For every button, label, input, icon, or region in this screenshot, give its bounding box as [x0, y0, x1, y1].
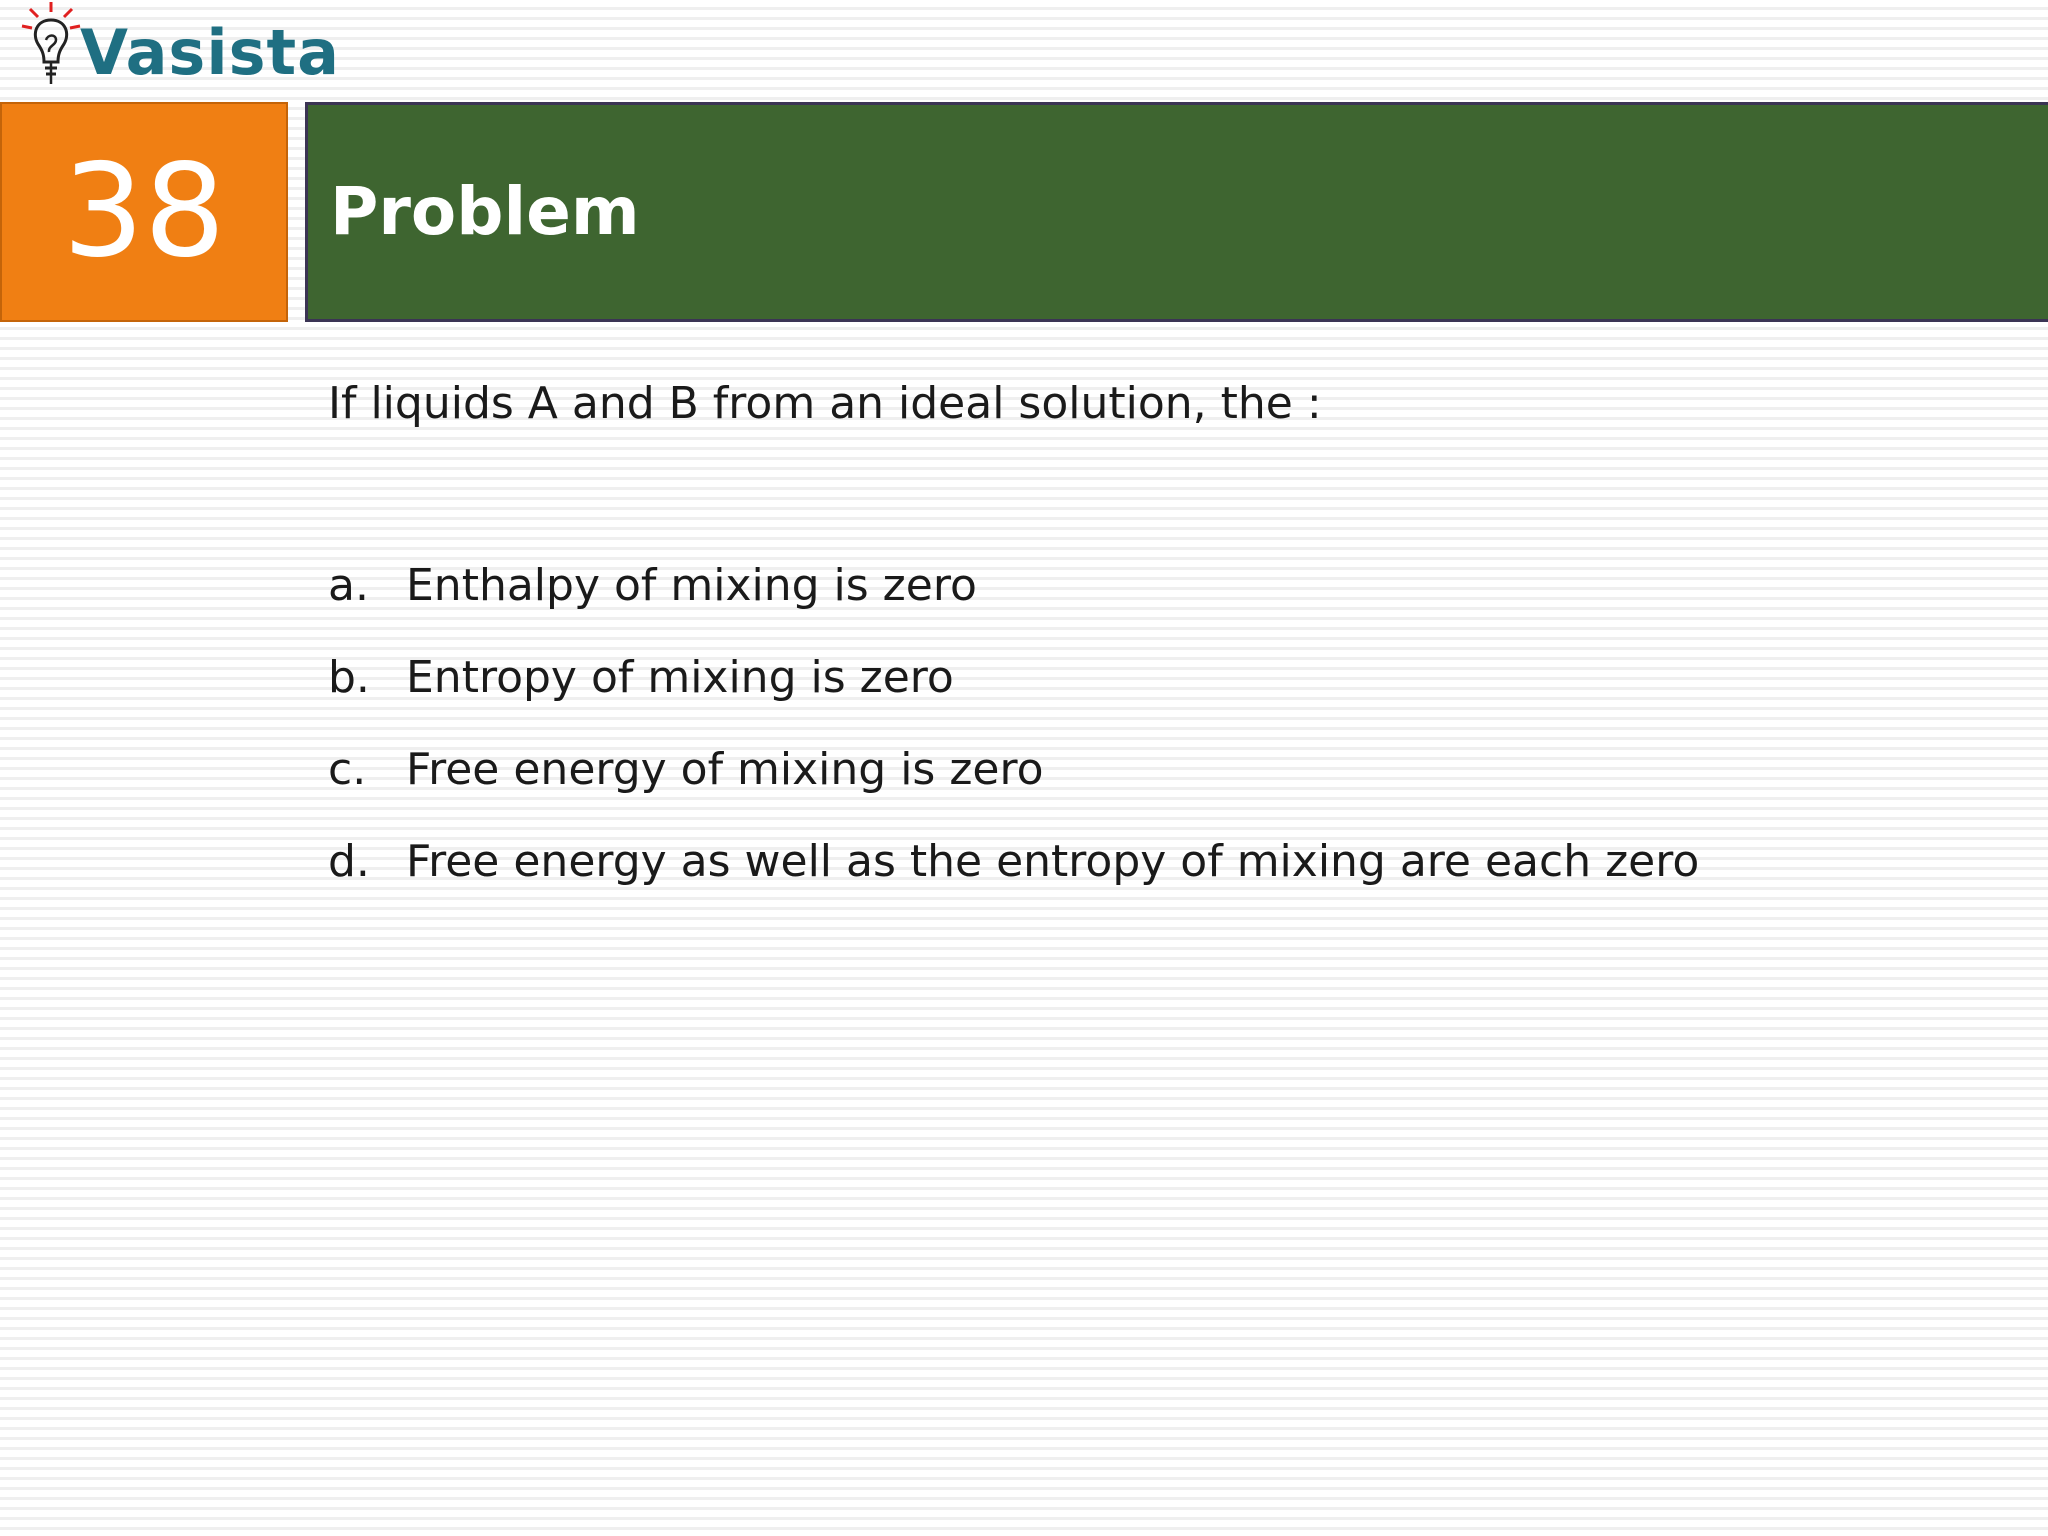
option-marker: d. [328, 836, 370, 887]
option-text: Free energy of mixing is zero [406, 744, 1044, 795]
logo-text: Vasista [80, 16, 340, 89]
slide-number: 38 [62, 137, 226, 286]
option-b [328, 652, 1699, 744]
option-marker: a. [328, 560, 369, 611]
slide-title: Problem [330, 173, 640, 250]
option-text: Enthalpy of mixing is zero [406, 560, 977, 611]
option-marker: c. [328, 744, 367, 795]
option-marker: b. [328, 652, 370, 703]
option-a [328, 560, 1699, 652]
option-text: Entropy of mixing is zero [406, 652, 954, 703]
lightbulb-icon [18, 0, 88, 95]
slide-number-box [0, 102, 288, 322]
vasista-logo [18, 0, 340, 100]
answer-options [328, 560, 1699, 928]
title-bar [305, 102, 2048, 322]
option-d [328, 836, 1699, 928]
option-c [328, 744, 1699, 836]
option-text: Free energy as well as the entropy of mixing are each zero [406, 836, 1700, 887]
question-text: If liquids A and B from an ideal solution, the : [328, 378, 1322, 429]
